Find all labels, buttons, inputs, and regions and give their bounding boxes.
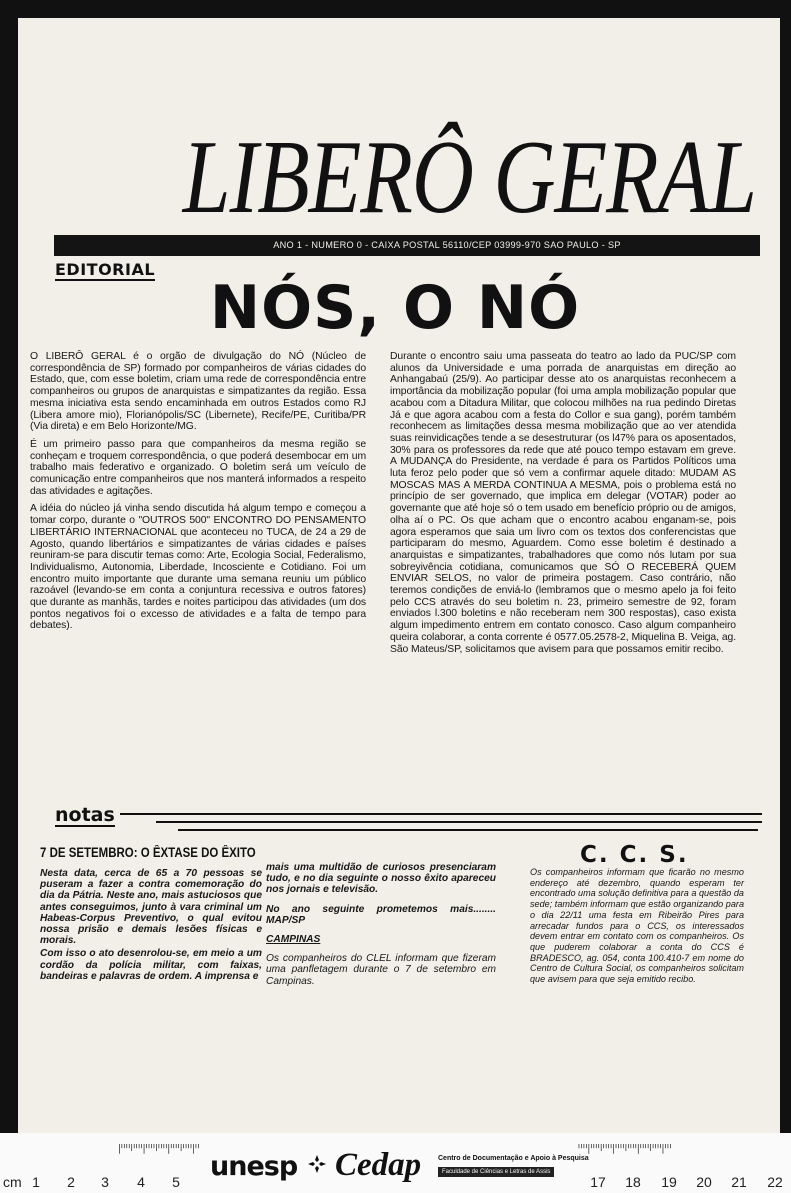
editorial-paragraph: É um primeiro passo para que companheiros da mesma região se conheçam e troquem correspondência, o que poderá desembocar em um trabalho mais federativo e organizado. O boletim será um veículo de comunicação entre companheiros que nos manterá informados a respeito das atividades e agitações. <box>30 438 366 497</box>
ruler-number: 19 <box>661 1174 677 1190</box>
ruler-unit: cm <box>3 1174 22 1190</box>
nota-1-heading: 7 DE SETEMBRO: O ÊXTASE DO ÊXITO <box>40 845 256 860</box>
notas-label: notas <box>55 804 115 826</box>
cedap-logo: Cedap <box>335 1147 422 1183</box>
masthead-title: LIBERÔ GERAL <box>182 117 756 236</box>
editorial-paragraph: O LIBERÔ GERAL é o orgão de divulgação do NÓ (Núcleo de correspondência de SP) formado por companheiros de várias cidades do Estado, que, com esse boletim, criam uma rede de correspondência entre companheiros ou grupos de anarquistas e simpatizantes da região. Essa mesma iniciativa esta sendo encaminhada em outros Estados como RJ (Libera amore mio), Florianópolis/SC (Libernete), Recife/PE, Curitiba/PR (Via direta) e em Belo Horizonte/MG. <box>30 351 366 433</box>
masthead-info-bar: ANO 1 - NUMERO 0 - CAIXA POSTAL 56110/CEP 03999-970 SAO PAULO - SP <box>54 235 760 256</box>
editorial-right-column <box>390 351 736 661</box>
masthead <box>182 116 756 246</box>
editorial-label: EDITORIAL <box>55 260 156 279</box>
editorial-headline: NÓS, O NÓ <box>209 273 581 343</box>
nota-paragraph: Nesta data, cerca de 65 a 70 pessoas se puseram a fazer a contra comemoração do dia da Pátria. Neste ano, mais astuciosos que antes conseguimos, junto à vara criminal um Habeas-Corpus Preventivo, o qual evitou nossa prisão e demais lesões físicas e morais. <box>40 868 262 947</box>
newspaper-page <box>18 18 780 1133</box>
ruler-number: 5 <box>172 1174 180 1190</box>
ruler-number: 2 <box>67 1174 75 1190</box>
ruler-number: 18 <box>625 1174 641 1190</box>
ruler-number: 17 <box>590 1174 606 1190</box>
nota-paragraph: Com isso o ato desenrolou-se, em meio a um cordão da polícia militar, com faixas, bandeiras e palavras de ordem. A imprensa e <box>40 948 262 982</box>
archive-logos <box>200 1143 589 1193</box>
cedap-subtitle: Centro de Documentação e Apoio à Pesquisa <box>438 1155 589 1162</box>
nota-paragraph: No ano seguinte prometemos mais........ MAP/SP <box>266 903 496 926</box>
editorial-left-column <box>30 351 366 638</box>
ruler-number: 21 <box>731 1174 747 1190</box>
ruler-number: 3 <box>101 1174 109 1190</box>
nota-paragraph: Os companheiros informam que ficarão no mesmo endereço até dezembro, quando esperam ter encontrado uma solução definitiva para a questão da sede; também informam que estão organizando para o dia 22/11 uma festa em Ribeirão Pires para arrecadar fundos para o CCS, os interessados devem entrar em contato com os companheiros. Os que puderem colaborar a conta do CCS é BRADESCO, ag. 054, conta 100.410-7 em nome do Centro de Cultura Social, os companheiros solicitam que avisem para que seja emitido recibo. <box>530 867 744 985</box>
nota-3-body <box>530 867 744 993</box>
nota-paragraph: Os companheiros do CLEL informam que fizeram uma panfletagem durante o 7 de setembro em Campinas. <box>266 953 496 987</box>
nota-paragraph: mais uma multidão de curiosos presenciaram tudo, e no dia seguinte o nosso êxito apareceu nos jornais e televisão. <box>266 862 496 896</box>
editorial-paragraph: A idéia do núcleo já vinha sendo discutida há algum tempo e começou a tomar corpo, durante o "OUTROS 500" ENCONTRO DO PENSAMENTO LIBERTÁRIO INTERNACIONAL que aconteceu no TUCA, de 24 a 29 de Agosto, quando libertários e simpatizantes de várias cidades e países reuniram-se para discutir temas como: Arte, Ecologia Social, Federalismo, Individualismo, Autonomia, Liberdade, Incosciente e Cotidiano. Foi um encontro muito importante que durante uma semana reuniu um público razoável (levando-se em conta a conjuntura recessiva e outros fatores) que durante as manhãs, tardes e noites participou das atividades (um dos pontos negativos foi o excesso de atividades e a falta de tempo para debates). <box>30 503 366 632</box>
ruler-number: 1 <box>32 1174 40 1190</box>
editorial-paragraph: Durante o encontro saiu uma passeata do teatro ao lado da PUC/SP com alunos da Universidade e uma porrada de anarquistas em direção ao Anhangabaú (25/9). Ao participar desse ato os anarquistas reconhecem a importância da mobilização popular (foi uma ampla mobilização popular que acabou com a Ditadura Militar, que colocou milhões na rua pedindo Diretas Já e que agora acabou com a festa do Collor e sua gang), porém também reconhecem as limitações dessa mesma mobilização que ao ver atendida suas reinvidicações tende a se desestruturar (os l47% para os aposentados, 30% para os professores da rede que até pouco tempo estavam em greve. A MUDANÇA do Presidente, na verdade é para os Partidos Políticos uma luta feroz pelo poder que só vem a confirmar aquele ditado: MUDAM AS MOSCAS MAS A MERDA CONTINUA A MESMA, pois o problema está no princípio de ser governado, que implica em delegar (VOTAR) poder ao governante que até hoje só o tem usado em benefício próprio ou de amigos, olha aí o PC. Os que acham que o encontro acabou enganam-se, pois agora esperamos que saia um livro com os textos dos conferencistas que participaram do mesmo, Aguardem. Como esse boletim é destinado a anarquistas e simpatizantes, trabalhadores que como nós lutam por sua sobreyivência cotidiana, comunicamos que SÓ O RECEBERÁ QUEM ENVIAR SELOS, no valor de primeira postagem. Caso contrário, não teremos condições de enviá-lo (lembramos que o mesmo apelo ja foi feito pelo CCS através do seu boletim n. 23, primeiro semestre de 92, foram enviados l.300 boletins e não receberam nem 300 respostas), caso exista algum impedimento entrem em contato conosco. Caso algum companheiro queira colaborar, a conta corrente é 0577.05.2578-2, Miquelina B. Veiga, ag. São Mateus/SP, solicitamos que avisem para que possamos emitir recibo. <box>390 351 736 655</box>
campinas-heading: CAMPINAS <box>266 934 321 946</box>
unesp-logo: unesp <box>210 1151 298 1182</box>
notas-rule-bottom <box>178 829 758 831</box>
ruler-number: 4 <box>137 1174 145 1190</box>
nota-1-body <box>40 868 262 990</box>
notas-rule-middle <box>156 821 762 823</box>
notas-rule-top <box>120 813 762 815</box>
ruler-number: 22 <box>767 1174 783 1190</box>
cedap-faculty: Faculdade de Ciências e Letras de Assis <box>438 1167 554 1177</box>
nota-3-heading: C. C. S. <box>580 842 689 868</box>
ruler-number: 20 <box>696 1174 712 1190</box>
unesp-star-icon <box>308 1155 326 1173</box>
nota-2-body <box>266 862 496 995</box>
